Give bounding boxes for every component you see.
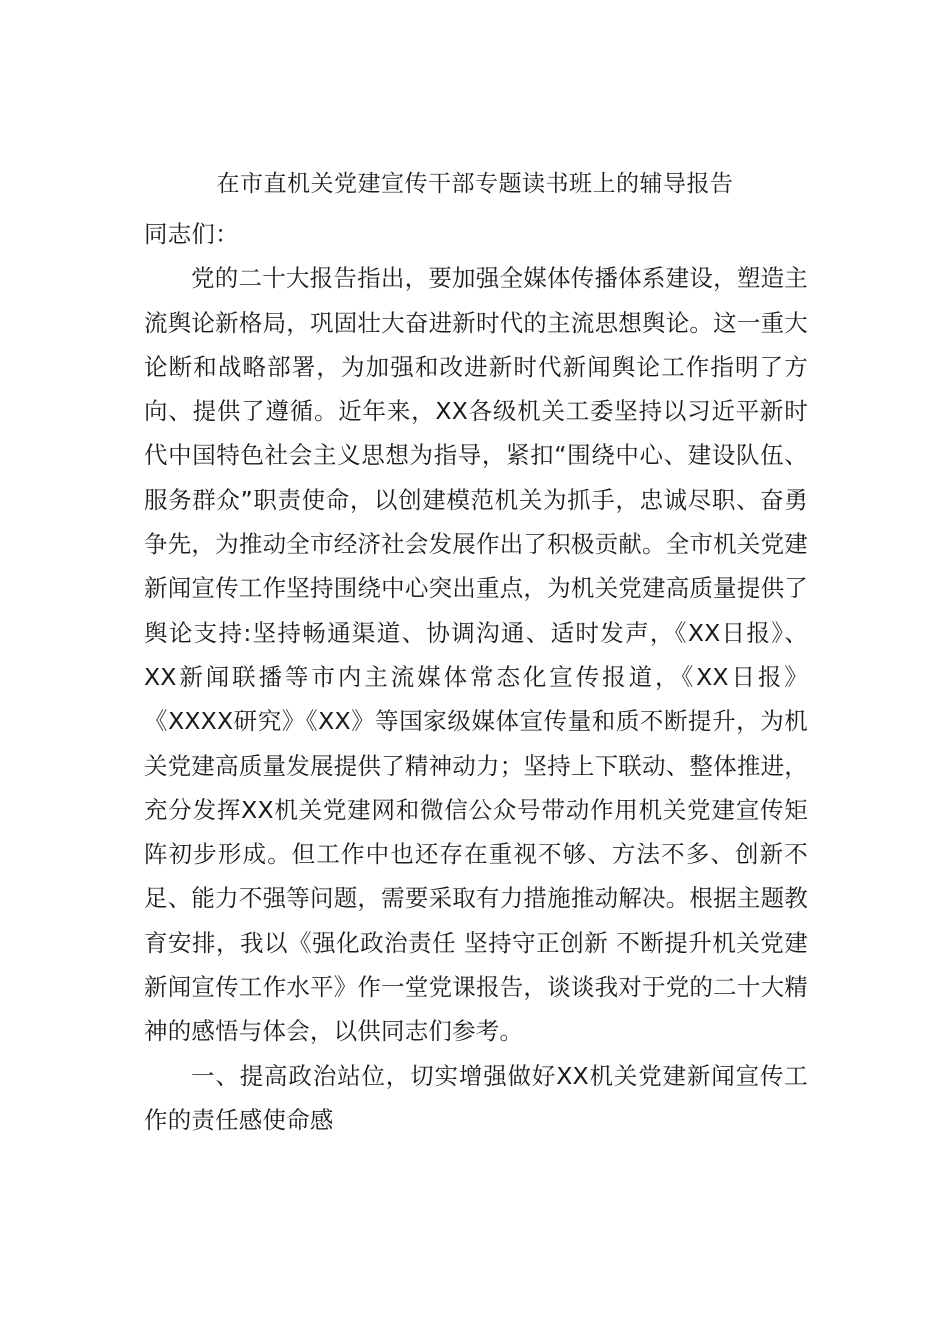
document-title: 在市直机关党建宣传干部专题读书班上的辅导报告: [216, 171, 734, 197]
section-heading-1: 一、提高政治站位，切实增强做好XX机关党建新闻宣传工作的责任感使命感: [144, 1061, 808, 1134]
salutation: 同志们：: [144, 220, 239, 248]
document-body: [144, 212, 808, 1142]
paragraph-intro: 党的二十大报告指出，要加强全媒体传播体系建设，塑造主流舆论新格局，巩固壮大奋进新时代的主流思想舆论。这一重大论断和战略部署，为加强和改进新时代新闻舆论工作指明了方向、提供了遵循。近年来，XX各级机关工委坚持以习近平新时代中国特色社会主义思想为指导，紧扣“围绕中心、建设队伍、服务群众”职责使命，以创建模范机关为抓手，忠诚尽职、奋勇争先，为推动全市经济社会发展作出了积极贡献。全市机关党建新闻宣传工作坚持围绕中心突出重点，为机关党建高质量提供了舆论支持:坚持畅通渠道、协调沟通、适时发声，《XX日报》、XX新闻联播等市内主流媒体常态化宣传报道，《XX日报》《XXXX研究》《XX》等国家级媒体宣传量和质不断提升，为机关党建高质量发展提供了精神动力；坚持上下联动、整体推进，充分发挥XX机关党建网和微信公众号带动作用机关党建宣传矩阵初步形成。但工作中也还存在重视不够、方法不多、创新不足、能力不强等问题，需要采取有力措施推动解决。根据主题教育安排，我以《强化政治责任 坚持守正创新 不断提升机关党建新闻宣传工作水平》作一堂党课报告，谈谈我对于党的二十大精神的感悟与体会，以供同志们参考。: [144, 264, 808, 1046]
